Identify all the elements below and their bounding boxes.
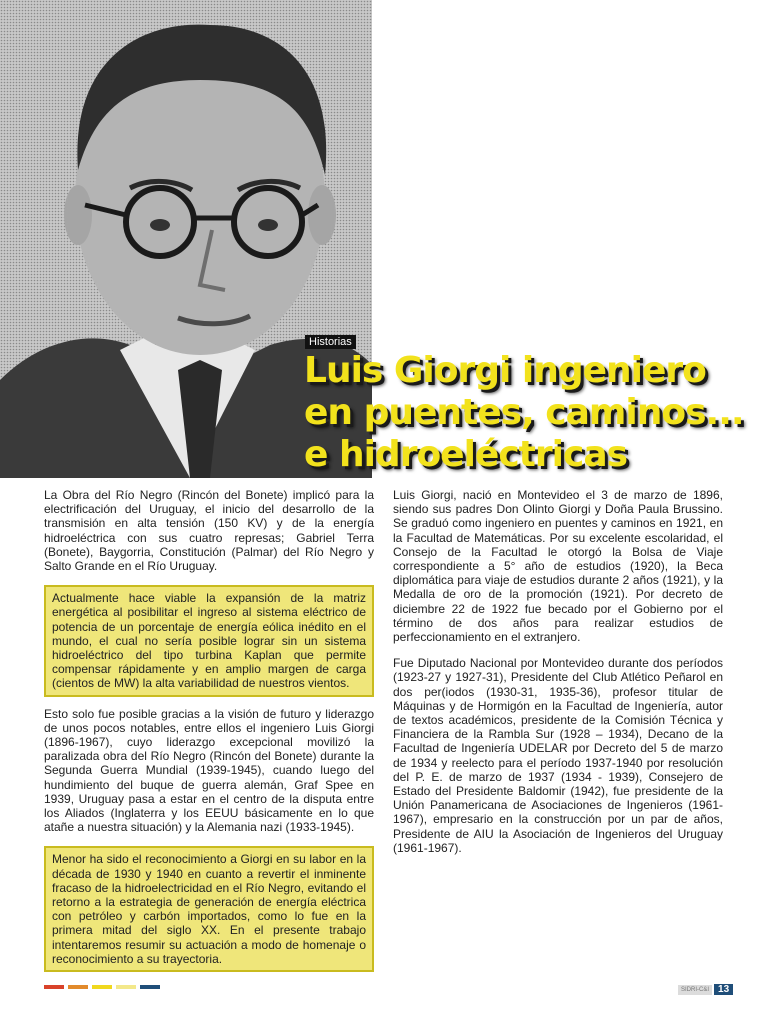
body-paragraph: Esto solo fue posible gracias a la visión de futuro y liderazgo de unos pocos notables, entre ellos el ingeniero Luis Giorgi (1896-1967), cuyo liderazgo excepcional movilizó la paralizada obra del Río Negro (Rincón del Bonete) durante la Segunda Guerra Mundial (1939-1945), cuando luego del hundimiento del buque de guerra alemán, Graf Spee en 1939, Uruguay pasa a estar en el centro de la disputa entre los Aliados (Inglaterra y los EEUU básicamente en lo que atañe a nuestra situación) y la Alemania nazi (1933-1945). xyxy=(44,706,374,835)
title-line-1: Luis Giorgi ingeniero xyxy=(304,350,706,391)
footer-bar-light-yellow xyxy=(116,985,136,989)
section-tag: Historias xyxy=(305,335,356,349)
callout-text-2: Menor ha sido el reconocimiento a Giorgi en su labor en la década de 1930 y 1940 en cuanto a revertir el inminente fracaso de la hidroelectricidad en el Río Negro, evitando el retorno a la estrategia de generación de energía eléctrica con petróleo y carbón importados, como lo fue en la primera mitad del siglo XX. En el presente trabajo intentaremos resumir su actuación a modo de homenaje o reconocimiento a su trayectoria. xyxy=(52,852,366,966)
footer-page-info xyxy=(678,984,733,995)
biography-paragraph-2: Fue Diputado Nacional por Montevideo durante dos períodos (1923-27 y 1927-31), Presidente del Club Atlético Peñarol en dos per(iodos (1930-31, 1935-36), profesor titular de Máquinas y de Hormigón en la Facultad de Ingeniería, autor de textos académicos, presidente de la Comisión Técnica y Financiera de la Rambla Sur (1928 – 1934), Decano de la Facultad de Ingeniería UDELAR por Decreto del 5 de marzo de 1934 y reelecto para el período 1937-1940 por resolución del P. E. de marzo de 1937 (1934 - 1939), Consejero de Estado del Presidente Baldomir (1942), fue presidente de la Unión Panamericana de Asociaciones de Ingenieros (1961-1967), empresario en la construcción por un par de años, Presidente de AIU la Asociación de Ingenieros del Uruguay (1961-1967). xyxy=(393,656,723,855)
left-column xyxy=(44,488,374,982)
biography-paragraph-1: Luis Giorgi, nació en Montevideo el 3 de marzo de 1896, siendo sus padres Don Olinto Giorgi y Doña Paula Brussino. Se graduó como ingeniero en puentes y caminos en 1921, en la Facultad de Matemáticas. Por su excelente escolaridad, el Consejo de la Facultad le otorgó la Bolsa de Viaje correspondiente a 5° año de estudios (1920), la Beca diplomática para viaje de estudios durante 2 años (1921), y la Medalla de oro de la promoción (1921). Por decreto de diciembre 22 de 1922 fue becado por el Gobierno por el término de dos años para realizar estudios de perfeccionamiento en el extranjero. xyxy=(393,488,723,645)
footer-brand: SIDRI-C&I xyxy=(678,985,712,995)
title-line-3: e hidroeléctricas xyxy=(304,434,628,475)
footer-bar-yellow xyxy=(92,985,112,989)
intro-paragraph: La Obra del Río Negro (Rincón del Bonete) implicó para la electrificación del Uruguay, el inicio del desarrollo de la transmisión en alta tensión (150 KV) y de la energía hidroeléctrica con sus cuatro represas; Gabriel Terra (Bonete), Baygorria, Constitución (Palmar) del Río Negro y Salto Grande en el Río Uruguay. xyxy=(44,488,374,574)
article-title xyxy=(304,350,764,476)
footer-color-bars xyxy=(44,985,160,989)
right-column xyxy=(393,488,723,867)
footer-bar-red xyxy=(44,985,64,989)
callout-box-2 xyxy=(44,846,374,972)
page-number: 13 xyxy=(714,984,733,995)
callout-text-1: Actualmente hace viable la expansión de la matriz energética al posibilitar el ingreso al sistema eléctrico de potencia de un porcentaje de energía eólica inédito en el mundo, el cual no sería posible lograr sin un sistema hidroeléctrico del tipo turbina Kaplan que permite compensar rápidamente y en amplio margen de carga (cientos de MW) la alta variabilidad de nuestros vientos. xyxy=(52,591,366,691)
footer-bar-orange xyxy=(68,985,88,989)
callout-box-1 xyxy=(44,585,374,696)
title-line-2: en puentes, caminos... xyxy=(304,392,744,433)
footer-bar-blue xyxy=(140,985,160,989)
